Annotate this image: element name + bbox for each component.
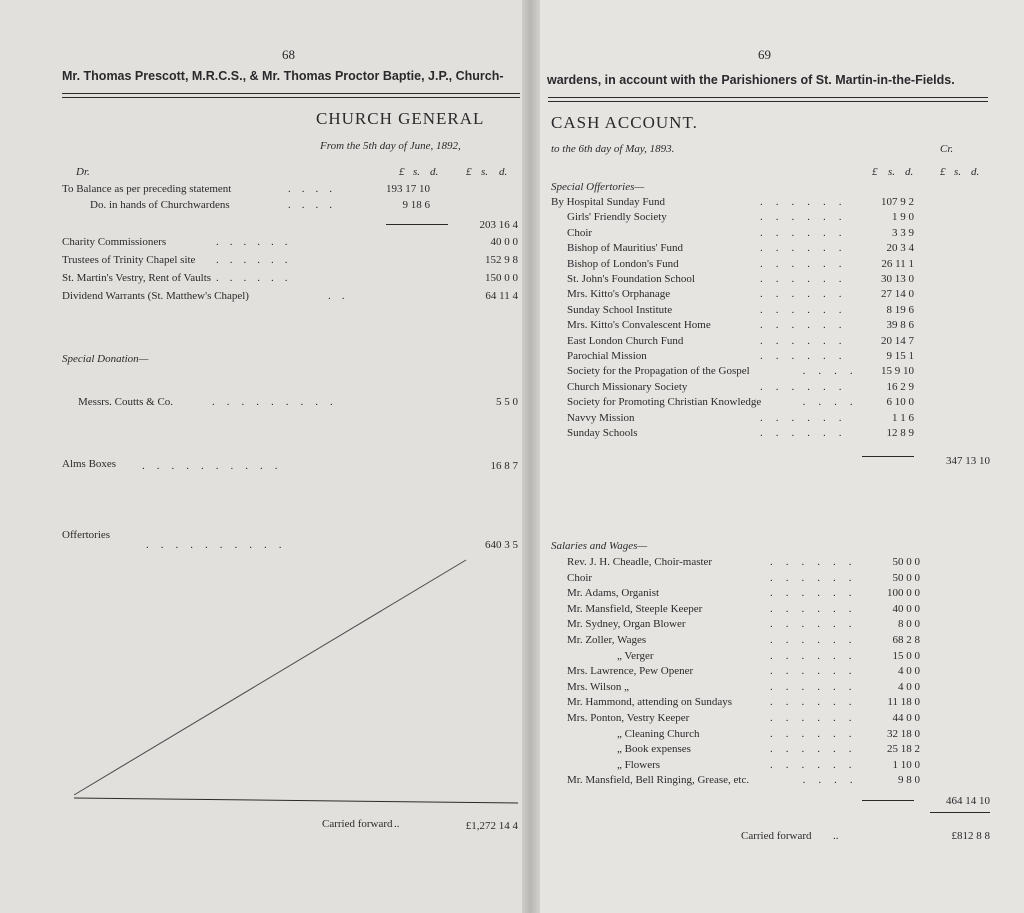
leader-dots: ...... [770, 556, 865, 568]
carried-forward-label: Carried forward [741, 830, 812, 842]
ledger-entry-label: Offertories [62, 529, 111, 541]
col-head-shillings: s. [481, 166, 489, 178]
salary-label: Rev. J. H. Cheadle, Choir-master [567, 556, 713, 568]
salary-label: „ Cleaning Church [617, 727, 700, 740]
leader-dots: ...... [216, 254, 299, 266]
ledger-entry-label: Messrs. Coutts & Co. [78, 396, 174, 408]
salary-label: Mr. Mansfield, Bell Ringing, Grease, etc. [567, 774, 750, 787]
salary-amount: 4 0 0 [898, 665, 920, 678]
salary-amount: 11 18 0 [887, 696, 920, 709]
leader-dots: ...... [770, 727, 865, 740]
leader-dots: .... [802, 365, 866, 378]
salary-amount: 1 10 0 [892, 758, 920, 771]
left-header: Mr. Thomas Prescott, M.R.C.S., & Mr. Thomas Proctor Baptie, J.P., Church- [62, 69, 504, 83]
ledger-entry-total: 203 16 4 [479, 219, 518, 231]
salary-label: Mr. Sydney, Organ Blower [567, 618, 686, 631]
offertory-amount: 6 10 0 [886, 396, 914, 409]
leader-dots: .... [802, 774, 866, 787]
ledger-entry-total: 16 8 7 [490, 460, 518, 472]
salary-amount: 8 0 0 [898, 618, 920, 631]
salary-label: Mr. Adams, Organist [567, 587, 660, 600]
right-date-line: to the 6th day of May, 1893. [551, 143, 675, 155]
offertory-amount: 39 8 6 [886, 319, 914, 332]
salary-label: „ Flowers [617, 758, 661, 771]
carried-forward-label: Carried forward [322, 818, 393, 830]
subtotal-rule [862, 456, 914, 457]
leader-dots: ...... [760, 211, 855, 224]
ledger-entry-total: 150 0 0 [485, 272, 518, 284]
leader-dots: ...... [770, 665, 865, 678]
leader-dots: ...... [770, 571, 865, 584]
ledger-entry-subtotal: 9 18 6 [402, 199, 430, 211]
leader-dots: ...... [760, 319, 855, 332]
offertory-amount: 16 2 9 [886, 380, 914, 393]
ledger-entry-subtotal: 193 17 10 [386, 183, 430, 195]
salary-amount: 32 18 0 [887, 727, 920, 740]
leader-dots: .......... [142, 460, 290, 472]
col-head-shillings: s. [413, 166, 421, 178]
offertory-label: Bishop of Mauritius' Fund [567, 242, 683, 255]
leader-dots: ...... [770, 696, 865, 709]
leader-dots: ...... [770, 712, 865, 724]
leader-dots: ...... [760, 226, 855, 239]
offertory-amount: 3 3 9 [892, 226, 914, 239]
salary-label: Mrs. Ponton, Vestry Keeper [567, 712, 690, 724]
offertory-amount: 30 13 0 [881, 273, 914, 285]
leader-dots: ...... [760, 427, 855, 439]
leader-dots: ...... [770, 602, 865, 615]
ledger-entry-total: 5 5 0 [496, 396, 518, 408]
salary-amount: 50 0 0 [892, 556, 920, 568]
ledger-entry-total: 40 0 0 [490, 236, 518, 248]
leader-dots: ...... [770, 618, 865, 631]
right-title: CASH ACCOUNT. [551, 113, 698, 132]
offertory-amount: 27 14 0 [881, 288, 914, 301]
leader-dots: .. [833, 830, 839, 842]
leader-dots: ...... [216, 236, 299, 248]
offertory-amount: 20 3 4 [886, 242, 914, 255]
leader-dots: .. [328, 290, 356, 302]
ledger-entry-label: St. Martin's Vestry, Rent of Vaults [62, 272, 212, 284]
leader-dots: ...... [770, 743, 865, 756]
right-header-rule [548, 97, 988, 102]
offertory-label: Sunday Schools [567, 427, 638, 439]
offertory-amount: 26 11 1 [881, 257, 914, 270]
leader-dots: ...... [760, 411, 855, 424]
offertory-label: Church Missionary Society [567, 380, 688, 393]
salaries-heading: Salaries and Wages— [551, 540, 648, 552]
offertory-label: Girls' Friendly Society [567, 211, 667, 224]
offertory-amount: 9 15 1 [886, 350, 914, 362]
leader-dots: ...... [760, 303, 855, 316]
leader-dots: ......... [212, 396, 345, 408]
salary-label: Mrs. Wilson „ [567, 680, 629, 693]
col-head-pounds: £ [399, 166, 405, 178]
salary-label: Mr. Mansfield, Steeple Keeper [567, 602, 703, 615]
salary-amount: 100 0 0 [887, 587, 920, 600]
col-head-pence: d. [430, 166, 439, 178]
leader-dots: ...... [760, 288, 855, 301]
offertories-total: 347 13 10 [946, 455, 990, 467]
cr-label: Cr. [940, 143, 954, 155]
leader-dots: ...... [770, 758, 865, 771]
salary-amount: 50 0 0 [892, 571, 920, 584]
col-head-shillings: s. [888, 166, 896, 178]
offertory-label: Society for Promoting Christian Knowledge [567, 396, 762, 409]
ledger-entry-label: Do. in hands of Churchwardens [90, 199, 230, 211]
left-title: CHURCH GENERAL [316, 109, 485, 128]
salary-amount: 4 0 0 [898, 680, 920, 693]
col-head-pounds: £ [940, 166, 946, 178]
leader-dots: .... [288, 183, 343, 195]
offertory-amount: 8 19 6 [886, 303, 914, 316]
col-head-pence: d. [905, 166, 914, 178]
offertory-amount: 12 8 9 [886, 427, 914, 439]
leader-dots: .. [394, 818, 400, 830]
salary-label: Mr. Zoller, Wages [567, 634, 647, 646]
salary-amount: 25 18 2 [887, 743, 920, 756]
left-date-line: From the 5th day of June, 1892, [320, 140, 461, 152]
col-head-pounds: £ [872, 166, 878, 178]
page-number-left: 68 [282, 47, 295, 62]
ledger-entry-total: 152 9 8 [485, 254, 518, 266]
ledger-entry-label: Dividend Warrants (St. Matthew's Chapel) [62, 290, 249, 302]
offertory-label: By Hospital Sunday Fund [551, 196, 665, 208]
ledger-entry-total: 64 11 4 [485, 290, 518, 302]
leader-dots: ...... [760, 196, 855, 208]
special-donation-heading: Special Donation— [62, 353, 149, 365]
col-head-shillings: s. [954, 166, 962, 178]
total-rule [930, 812, 990, 813]
salary-amount: 40 0 0 [892, 602, 920, 615]
leader-dots: .... [288, 199, 343, 211]
offertory-label: Parochial Mission [567, 350, 647, 362]
leader-dots: ...... [760, 350, 855, 362]
ledger-entry-total: 640 3 5 [485, 539, 518, 551]
leader-dots: ...... [760, 273, 855, 285]
salary-amount: 9 8 0 [898, 774, 920, 787]
offertory-label: East London Church Fund [567, 334, 684, 347]
leader-dots: ...... [760, 242, 855, 255]
page-number-right: 69 [758, 47, 771, 62]
offertory-label: Mrs. Kitto's Convalescent Home [567, 319, 711, 332]
offertory-amount: 1 9 0 [892, 211, 914, 224]
carried-forward-amount: £1,272 14 4 [465, 820, 518, 832]
col-head-pence: d. [971, 166, 980, 178]
salary-label: Mrs. Lawrence, Pew Opener [567, 665, 694, 678]
leader-dots: ...... [760, 257, 855, 270]
salary-amount: 68 2 8 [892, 634, 920, 646]
offertory-label: Mrs. Kitto's Orphanage [567, 288, 671, 301]
offertory-label: Sunday School Institute [567, 303, 673, 316]
leader-dots: ...... [770, 587, 865, 600]
col-head-pounds: £ [466, 166, 472, 178]
special-offertories-heading: Special Offertories— [551, 181, 645, 193]
leader-dots: ...... [760, 334, 855, 347]
offertory-label: Navvy Mission [567, 411, 635, 424]
leader-dots: ...... [770, 649, 865, 662]
offertory-label: Choir [567, 226, 593, 239]
leader-dots: .... [802, 396, 866, 409]
offertory-amount: 20 14 7 [881, 334, 914, 347]
right-header: wardens, in account with the Parishioners of St. Martin-in-the-Fields. [547, 73, 955, 87]
salaries-total: 464 14 10 [946, 795, 990, 807]
offertory-amount: 107 9 2 [881, 196, 914, 208]
offertory-label: Bishop of London's Fund [567, 257, 679, 270]
leader-dots: ...... [770, 634, 865, 646]
leader-dots: ...... [760, 380, 855, 393]
leader-dots: ...... [770, 680, 865, 693]
col-head-pence: d. [499, 166, 508, 178]
salary-amount: 15 0 0 [892, 649, 920, 662]
ledger-entry-label: Alms Boxes [62, 458, 117, 470]
salary-amount: 44 0 0 [892, 712, 920, 724]
ledger-entry-label: Charity Commissioners [62, 236, 167, 248]
ledger-entry-label: To Balance as per preceding statement [62, 183, 232, 195]
leader-dots: .......... [146, 539, 294, 551]
ledger-entry-label: Trustees of Trinity Chapel site [62, 254, 196, 266]
dr-label: Dr. [76, 166, 90, 178]
offertory-amount: 15 9 10 [881, 365, 914, 378]
offertory-label: St. John's Foundation School [567, 273, 695, 285]
offertory-amount: 1 1 6 [892, 411, 914, 424]
subtotal-rule [862, 800, 914, 801]
salary-label: „ Book expenses [617, 743, 691, 756]
salary-label: Mr. Hammond, attending on Sundays [567, 696, 732, 709]
leader-dots: ...... [216, 272, 299, 284]
offertory-label: Society for the Propagation of the Gospel [567, 365, 750, 378]
salary-label: Choir [567, 571, 593, 584]
carried-forward-amount: £812 8 8 [951, 830, 990, 842]
salary-label: „ Verger [617, 649, 654, 662]
